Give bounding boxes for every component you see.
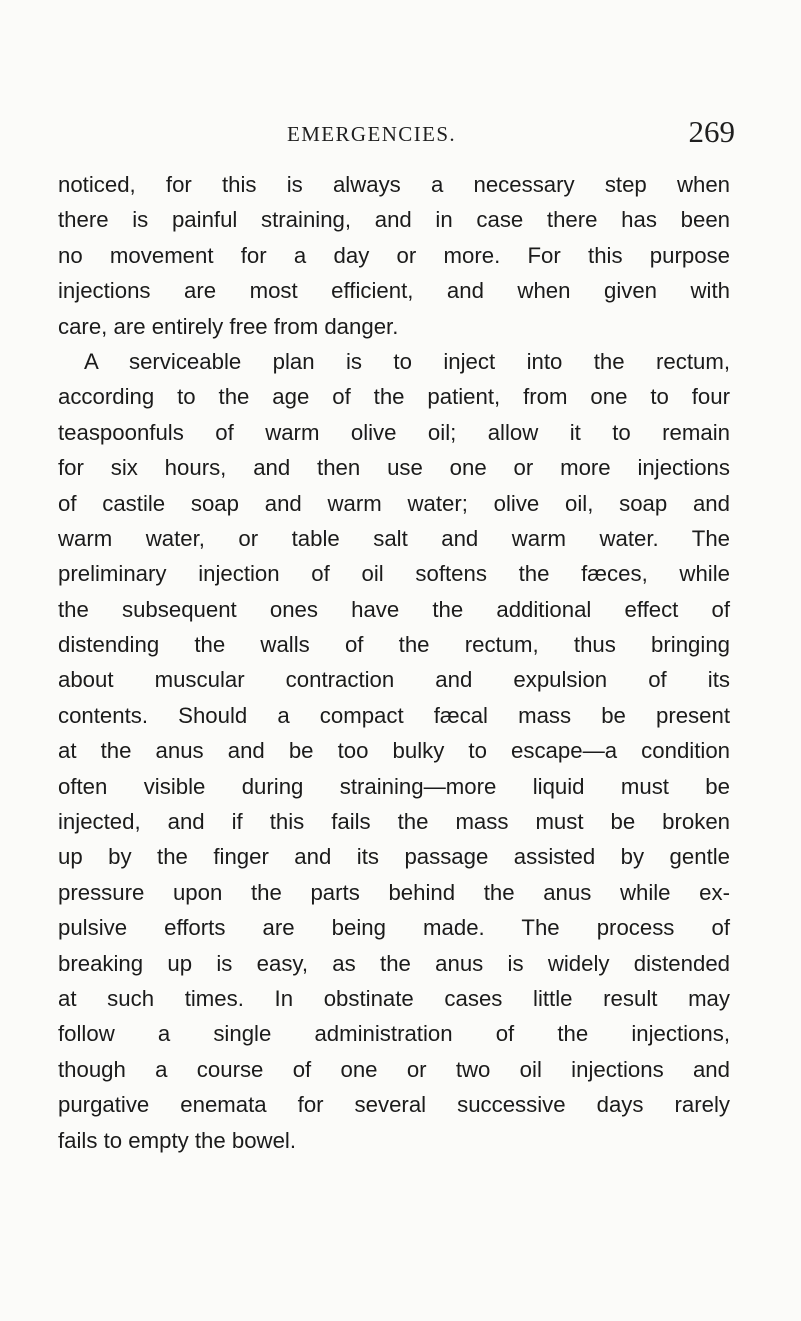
text-line: care, are entirely free from danger. (58, 313, 399, 339)
text-line: at such times. In obstinate cases little result may (58, 985, 730, 1011)
page-number: 269 (688, 114, 735, 149)
text-line: about muscular contraction and expulsion of its (58, 667, 730, 693)
text-line: injected, and if this fails the mass must be broken (58, 809, 730, 835)
text-line: breaking up is easy, as the anus is widely distended (58, 950, 730, 976)
text-line: according to the age of the patient, from one to four (58, 384, 730, 410)
body-text (58, 167, 730, 1158)
text-line: distending the walls of the rectum, thus bringing (58, 632, 730, 658)
text-line: fails to empty the bowel. (58, 1127, 297, 1153)
text-line: at the anus and be too bulky to escape—a condition (58, 738, 730, 764)
text-line: preliminary injection of oil softens the fæces, while (58, 561, 730, 587)
text-line: up by the finger and its passage assisted by gentle (58, 844, 730, 870)
text-line: for six hours, and then use one or more injections (58, 455, 730, 481)
text-line: pressure upon the parts behind the anus while ex- (58, 879, 730, 905)
text-line: often visible during straining—more liquid must be (58, 773, 730, 799)
text-line: purgative enemata for several successive days rarely (58, 1092, 730, 1118)
text-line: there is painful straining, and in case there has been (58, 207, 730, 233)
header-title: EMERGENCIES. (287, 122, 457, 146)
text-line: warm water, or table salt and warm water. The (58, 525, 730, 551)
text-line: of castile soap and warm water; olive oil, soap and (58, 490, 730, 516)
text-line: the subsequent ones have the additional effect of (58, 596, 730, 622)
text-line: A serviceable plan is to inject into the rectum, (84, 348, 730, 374)
text-line: teaspoonfuls of warm olive oil; allow it to remain (58, 419, 730, 445)
text-line: contents. Should a compact fæcal mass be present (58, 702, 730, 728)
text-line: pulsive efforts are being made. The process of (58, 915, 730, 941)
running-head (283, 114, 735, 158)
text-line: follow a single administration of the injections, (58, 1021, 730, 1047)
text-line: though a course of one or two oil injections and (58, 1056, 730, 1082)
text-line: noticed, for this is always a necessary step when (58, 172, 730, 197)
text-line: injections are most efficient, and when given with (58, 278, 730, 304)
text-line: no movement for a day or more. For this purpose (58, 242, 730, 268)
